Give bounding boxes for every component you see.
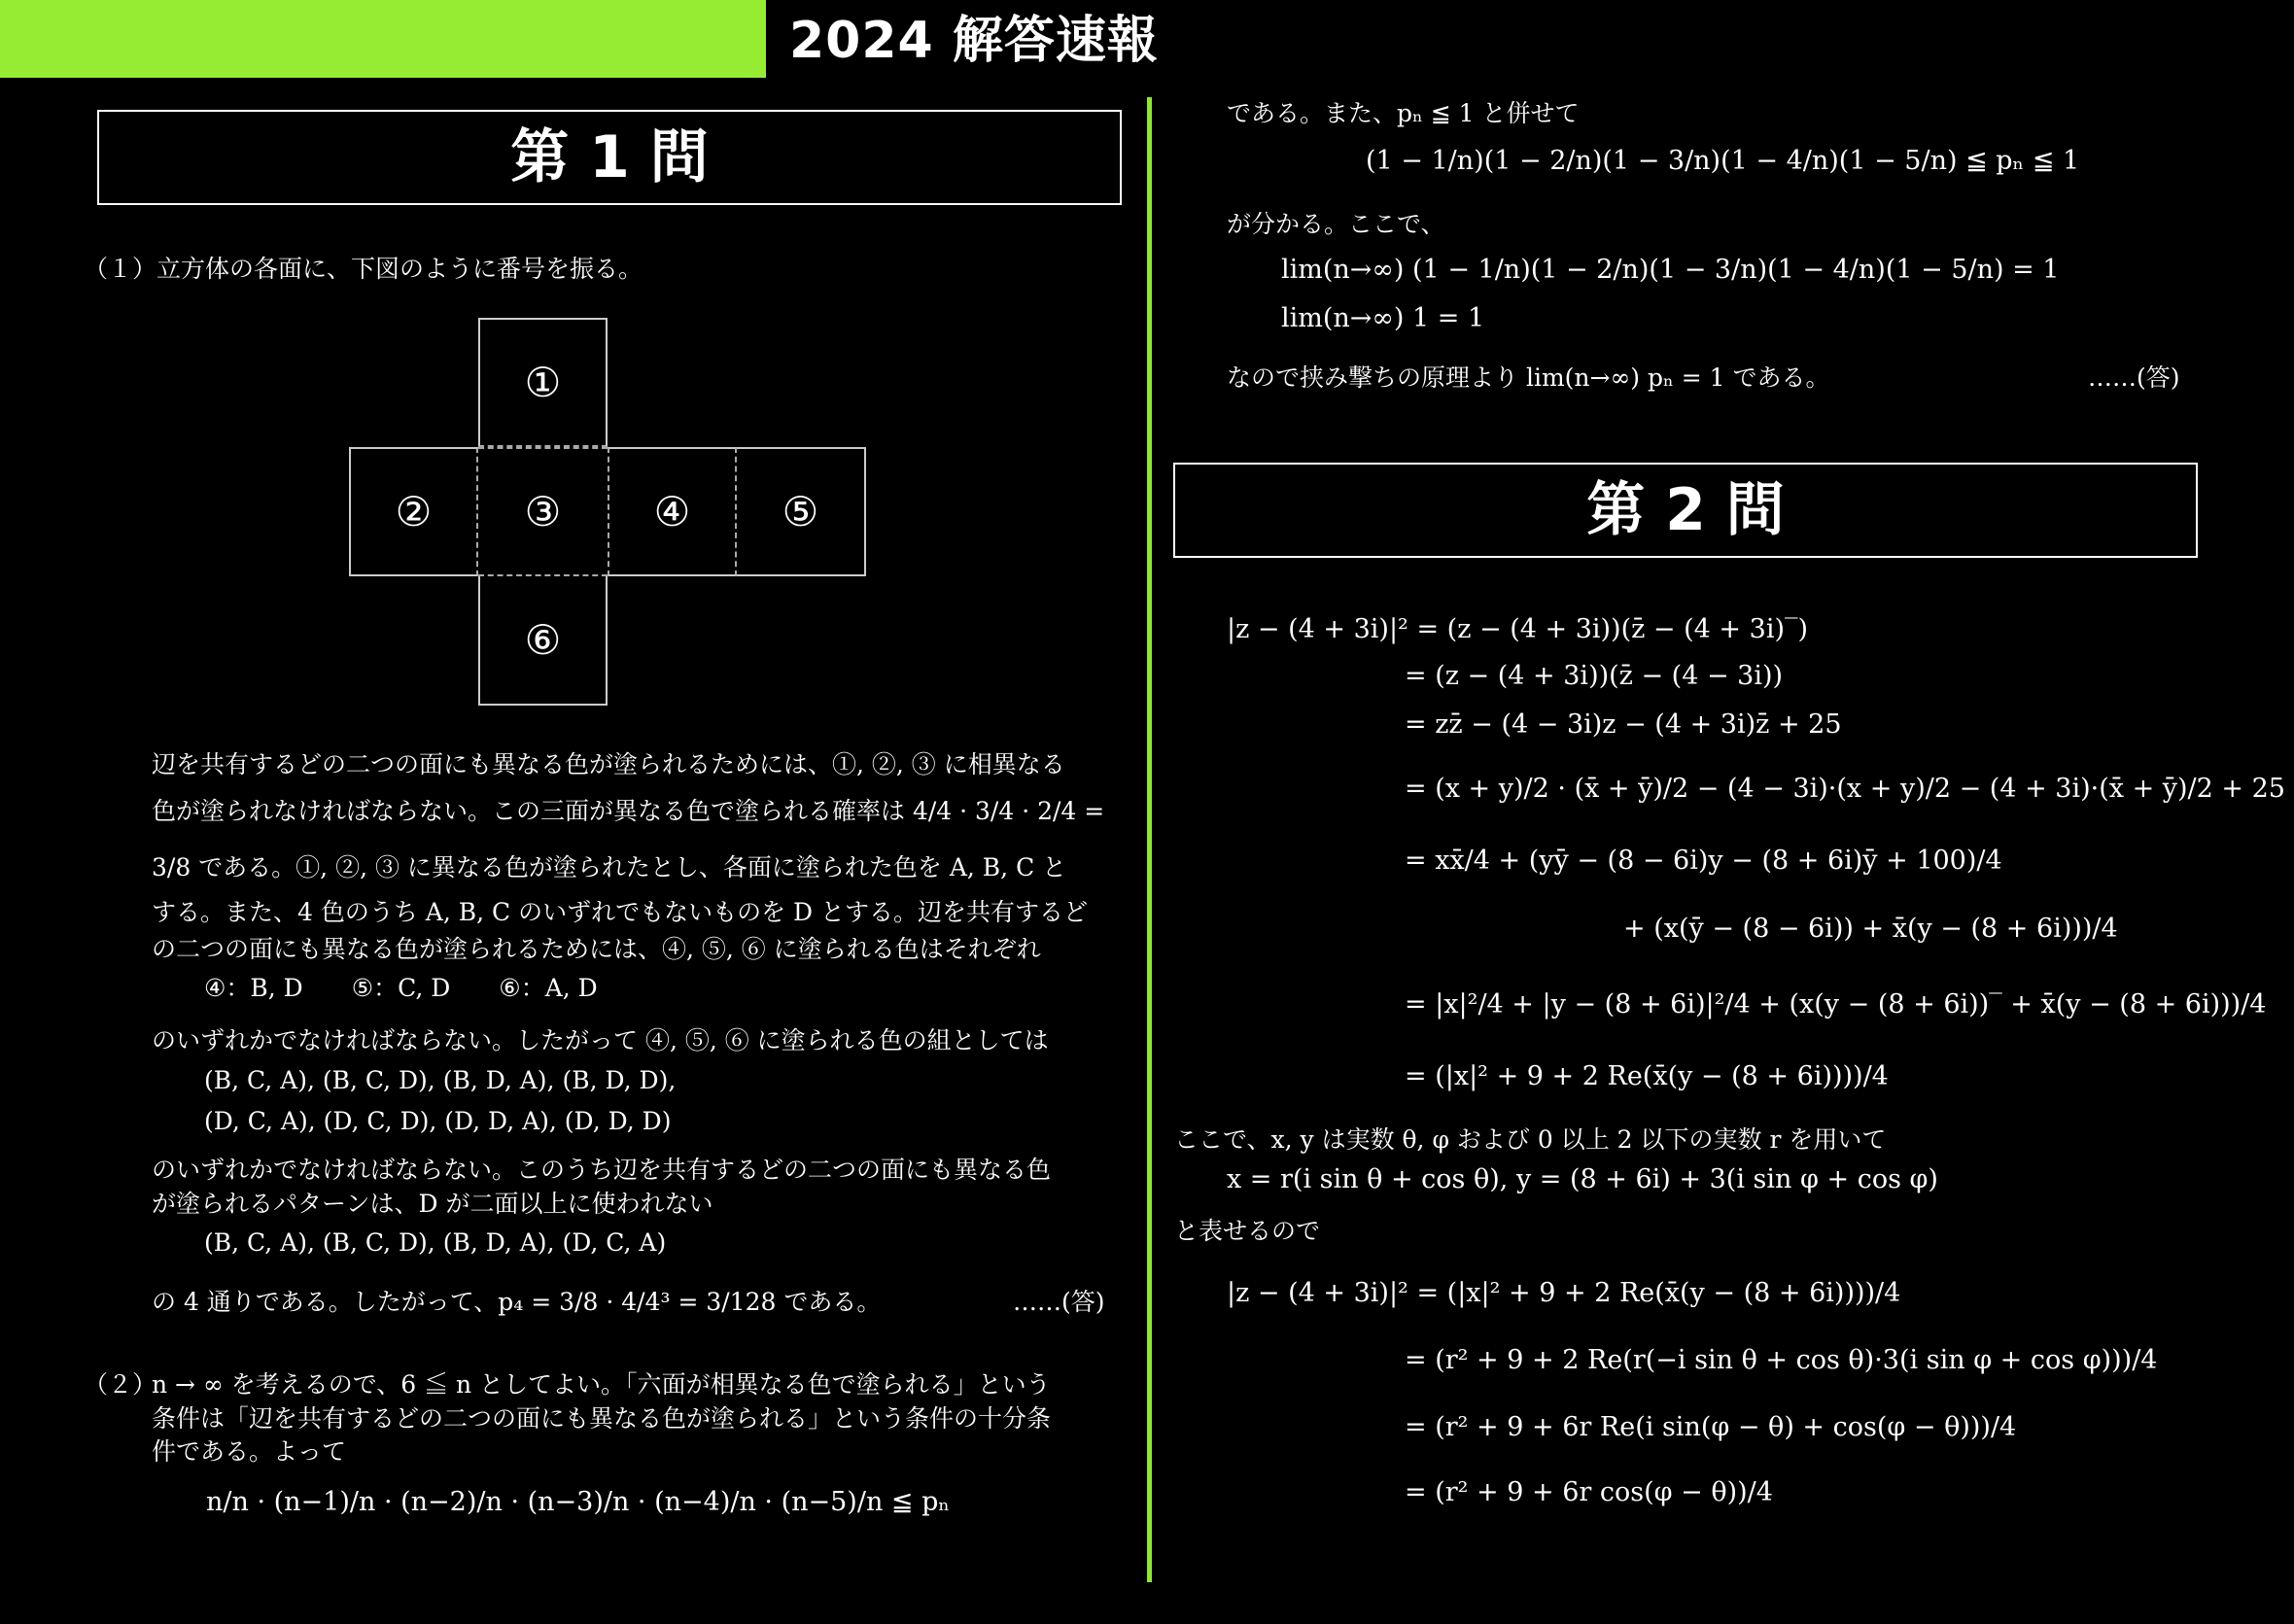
p3-line1: のいずれかでなければならない。このうち辺を共有するどの二つの面にも異なる色 <box>152 1156 1052 1184</box>
combos-row1: (B, C, A), (B, C, D), (B, D, A), (B, D, D), <box>204 1066 677 1094</box>
part2-line1: n → ∞ を考えるので、6 ≦ n としてよい。「六面が相異なる色で塗られる」という <box>152 1370 1051 1399</box>
rt-limit2: lim(n→∞) 1 = 1 <box>1281 303 1485 333</box>
q2-eq2-3: = (r² + 9 + 6r cos(φ − θ))/4 <box>1405 1477 1773 1507</box>
header-title: 2024 解答速報 <box>789 12 1159 70</box>
p1-line5: の二つの面にも異なる色が塗られるためには、④, ⑤, ⑥ に塗られる色はそれぞれ <box>152 935 1041 963</box>
part1-label: （１）立方体の各面に、下図のように番号を振る。 <box>84 255 643 283</box>
q2-text1: ここで、x, y は実数 θ, φ および 0 以上 2 以下の実数 r を用いて <box>1174 1125 1887 1154</box>
combos-valid: (B, C, A), (B, C, D), (B, D, A), (D, C, A) <box>204 1228 667 1257</box>
p1-line3: 3/8 である。①, ②, ③ に異なる色が塗られたとし、各面に塗られた色を A, B, C と <box>152 853 1067 881</box>
net-face-3: ③ <box>478 447 608 576</box>
q2-eq-2: = zz̄ − (4 − 3i)z − (4 + 3i)z̄ + 25 <box>1405 709 1842 740</box>
part2-line3: 件である。よって <box>152 1437 347 1466</box>
net-face-5: ⑤ <box>737 447 866 576</box>
q2-eq-4: = xx̄/4 + (yȳ − (8 − 6i)y − (8 + 6i)ȳ + 100)/4 <box>1405 846 2002 876</box>
part2-inequality: n/n · (n−1)/n · (n−2)/n · (n−3)/n · (n−4)/n · (n−5)/n ≦ pₙ <box>206 1487 951 1517</box>
faces-colors: ④：B, D ⑤：C, D ⑥：A, D <box>204 974 598 1002</box>
q2-eq2-0: |z − (4 + 3i)|² = (|x|² + 9 + 2 Re(x̄(y − (8 + 6i))))/4 <box>1227 1278 1901 1308</box>
p1-line2: 色が塗られなければならない。この三面が異なる色で塗られる確率は 4/4 · 3/4 · 2/4 = <box>152 797 1105 825</box>
q2-eq-1: = (z − (4 + 3i))(z̄ − (4 − 3i)) <box>1405 661 1784 691</box>
p3-line2: が塗られるパターンは、D が二面以上に使われない <box>152 1190 713 1218</box>
combos-row2: (D, C, A), (D, C, D), (D, D, A), (D, D, D) <box>204 1107 672 1135</box>
net-face-4: ④ <box>608 447 737 576</box>
p2-line1: のいずれかでなければならない。したがって ④, ⑤, ⑥ に塗られる色の組としては <box>152 1026 1049 1054</box>
rt-inequality: (1 − 1/n)(1 − 2/n)(1 − 3/n)(1 − 4/n)(1 − 5/n) ≦ pₙ ≦ 1 <box>1366 146 2080 176</box>
q2-eq2-1: = (r² + 9 + 2 Re(r(−i sin θ + cos θ)·3(i sin φ + cos φ)))/4 <box>1405 1345 2158 1375</box>
q2-title-box: 第 2 問 <box>1173 463 2198 558</box>
rt-line1: である。また、pₙ ≦ 1 と併せて <box>1227 99 1580 127</box>
part1-intro: 立方体の各面に、下図のように番号を振る。 <box>156 255 643 283</box>
q2-eq-6: = |x|²/4 + |y − (8 + 6i)|²/4 + (x(y − (8 + 6i))‾ + x̄(y − (8 + 6i)))/4 <box>1405 989 2267 1019</box>
rt-limit1: lim(n→∞) (1 − 1/n)(1 − 2/n)(1 − 3/n)(1 − 4/n)(1 − 5/n) = 1 <box>1281 255 2060 285</box>
q2-param: x = r(i sin θ + cos θ), y = (8 + 6i) + 3(i sin φ + cos φ) <box>1227 1164 1938 1194</box>
part2-line2: 条件は「辺を共有するどの二つの面にも異なる色が塗られる」という条件の十分条 <box>152 1404 1052 1433</box>
q1-title-box: 第 1 問 <box>97 110 1122 205</box>
q2-eq-0: |z − (4 + 3i)|² = (z − (4 + 3i))(z̄ − (4 + 3i)‾) <box>1227 614 1809 644</box>
part2-label: （２） <box>84 1370 157 1399</box>
q2-eq2-2: = (r² + 9 + 6r Re(i sin(φ − θ) + cos(φ − θ)))/4 <box>1405 1412 2017 1442</box>
p1-line1: 辺を共有するどの二つの面にも異なる色が塗られるためには、①, ②, ③ に相異なる <box>152 750 1065 778</box>
q2-eq-5: + (x(ȳ − (8 − 6i)) + x̄(y − (8 + 6i)))/4 <box>1623 914 2118 944</box>
q2-eq-7: = (|x|² + 9 + 2 Re(x̄(y − (8 + 6i))))/4 <box>1405 1061 1889 1091</box>
rt-line2: が分かる。ここで、 <box>1227 210 1445 238</box>
net-face-6: ⑥ <box>478 576 608 706</box>
q1-answer-mark: ……(答) <box>1013 1288 1105 1316</box>
header-accent-bar <box>0 0 766 78</box>
rt-line3: なので挟み撃ちの原理より lim(n→∞) pₙ = 1 である。 <box>1227 363 1830 392</box>
q2-eq-3: = (x + y)/2 · (x̄ + ȳ)/2 − (4 − 3i)·(x + y)/2 − (4 + 3i)·(x̄ + ȳ)/2 + 25 <box>1405 774 2285 804</box>
net-face-2: ② <box>349 447 478 576</box>
rt-answer-mark: ……(答) <box>2088 363 2180 392</box>
q2-text2: と表せるので <box>1174 1217 1321 1245</box>
column-divider <box>1147 97 1152 1582</box>
p1-line4: する。また、4 色のうち A, B, C のいずれでもないものを D とする。辺を共有するど <box>152 898 1089 926</box>
p4-line: の 4 通りである。したがって、p₄ = 3/8 · 4/4³ = 3/128 である。 <box>152 1288 882 1316</box>
net-face-1: ① <box>478 318 608 447</box>
